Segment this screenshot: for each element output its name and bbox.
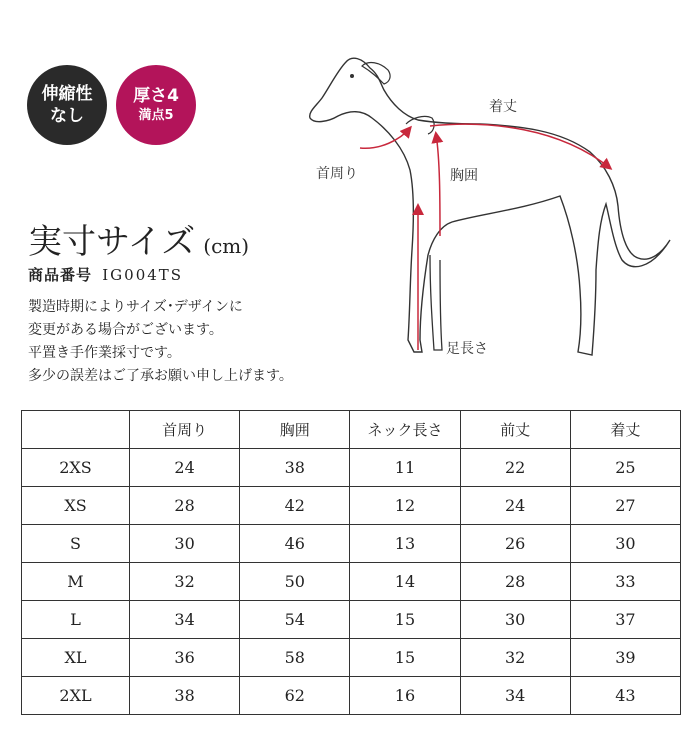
table-cell: 30 [130, 525, 240, 563]
dog-ear [362, 63, 390, 84]
table-cell: XL [22, 639, 130, 677]
size-table [21, 410, 681, 715]
table-cell: 30 [570, 525, 680, 563]
table-cell: 39 [570, 639, 680, 677]
notes [28, 296, 293, 388]
table-cell: 15 [350, 601, 460, 639]
table-row [22, 639, 681, 677]
label-leg: 足長さ [446, 341, 488, 357]
table-header-cell: ネック長さ [350, 411, 460, 449]
table-cell: 37 [570, 601, 680, 639]
thickness-badge-line1: 厚さ4 [133, 86, 179, 106]
stretch-badge-line1: 伸縮性 [41, 84, 93, 104]
table-header-cell: 着丈 [570, 411, 680, 449]
table-cell: 14 [350, 563, 460, 601]
table-cell: 28 [130, 487, 240, 525]
note-line: 平置き手作業採寸です。 [28, 345, 181, 361]
table-header-cell: 胸囲 [240, 411, 350, 449]
table-header-cell: 前丈 [460, 411, 570, 449]
table-cell: 26 [460, 525, 570, 563]
table-cell: 54 [240, 601, 350, 639]
stretch-badge-line2: なし [50, 106, 84, 126]
page-title [28, 214, 249, 263]
table-cell: 22 [460, 449, 570, 487]
table-cell: 15 [350, 639, 460, 677]
table-cell: 2XL [22, 677, 130, 715]
dog-measurement-diagram [300, 40, 680, 380]
table-cell: 16 [350, 677, 460, 715]
product-number [28, 264, 183, 285]
table-cell: 38 [130, 677, 240, 715]
table-header-cell [22, 411, 130, 449]
table-cell: 34 [460, 677, 570, 715]
page-title-unit: (cm) [203, 234, 250, 258]
table-row [22, 525, 681, 563]
page-title-text: 実寸サイズ [28, 222, 196, 262]
thickness-badge-line2: 満点5 [138, 108, 174, 123]
table-cell: 2XS [22, 449, 130, 487]
table-cell: 36 [130, 639, 240, 677]
table-cell: 30 [460, 601, 570, 639]
table-cell: 58 [240, 639, 350, 677]
table-cell: 32 [460, 639, 570, 677]
note-line: 多少の誤差はご了承お願い申し上げます。 [28, 368, 293, 384]
product-number-code: IG004TS [102, 266, 184, 284]
table-cell: 13 [350, 525, 460, 563]
table-row [22, 487, 681, 525]
table-cell: 24 [460, 487, 570, 525]
table-row [22, 563, 681, 601]
label-chest: 胸囲 [450, 168, 478, 184]
table-cell: 38 [240, 449, 350, 487]
thickness-badge [116, 65, 196, 145]
table-row [22, 601, 681, 639]
table-row [22, 449, 681, 487]
neck-collar [406, 116, 434, 134]
note-line: 製造時期によりサイズ･デザインに [28, 299, 243, 315]
table-cell: L [22, 601, 130, 639]
table-cell: 62 [240, 677, 350, 715]
dog-eye [350, 74, 354, 78]
table-header-cell: 首周り [130, 411, 240, 449]
table-cell: 46 [240, 525, 350, 563]
table-cell: 32 [130, 563, 240, 601]
label-length: 着丈 [489, 99, 517, 115]
table-cell: 43 [570, 677, 680, 715]
product-number-label: 商品番号 [28, 266, 93, 284]
table-cell: 28 [460, 563, 570, 601]
table-cell: 50 [240, 563, 350, 601]
table-cell: S [22, 525, 130, 563]
neck-arrow [360, 128, 410, 148]
table-cell: XS [22, 487, 130, 525]
table-row [22, 677, 681, 715]
table-cell: 11 [350, 449, 460, 487]
length-arrow [430, 124, 610, 168]
table-cell: M [22, 563, 130, 601]
dog-front-leg [430, 255, 442, 350]
table-cell: 34 [130, 601, 240, 639]
note-line: 変更がある場合がございます。 [28, 322, 223, 338]
table-cell: 33 [570, 563, 680, 601]
stretch-badge [27, 65, 107, 145]
table-cell: 12 [350, 487, 460, 525]
chest-arrow [436, 134, 440, 236]
table-header-row [22, 411, 681, 449]
label-neck: 首周り [316, 166, 358, 182]
table-cell: 42 [240, 487, 350, 525]
table-cell: 27 [570, 487, 680, 525]
table-cell: 24 [130, 449, 240, 487]
table-cell: 25 [570, 449, 680, 487]
